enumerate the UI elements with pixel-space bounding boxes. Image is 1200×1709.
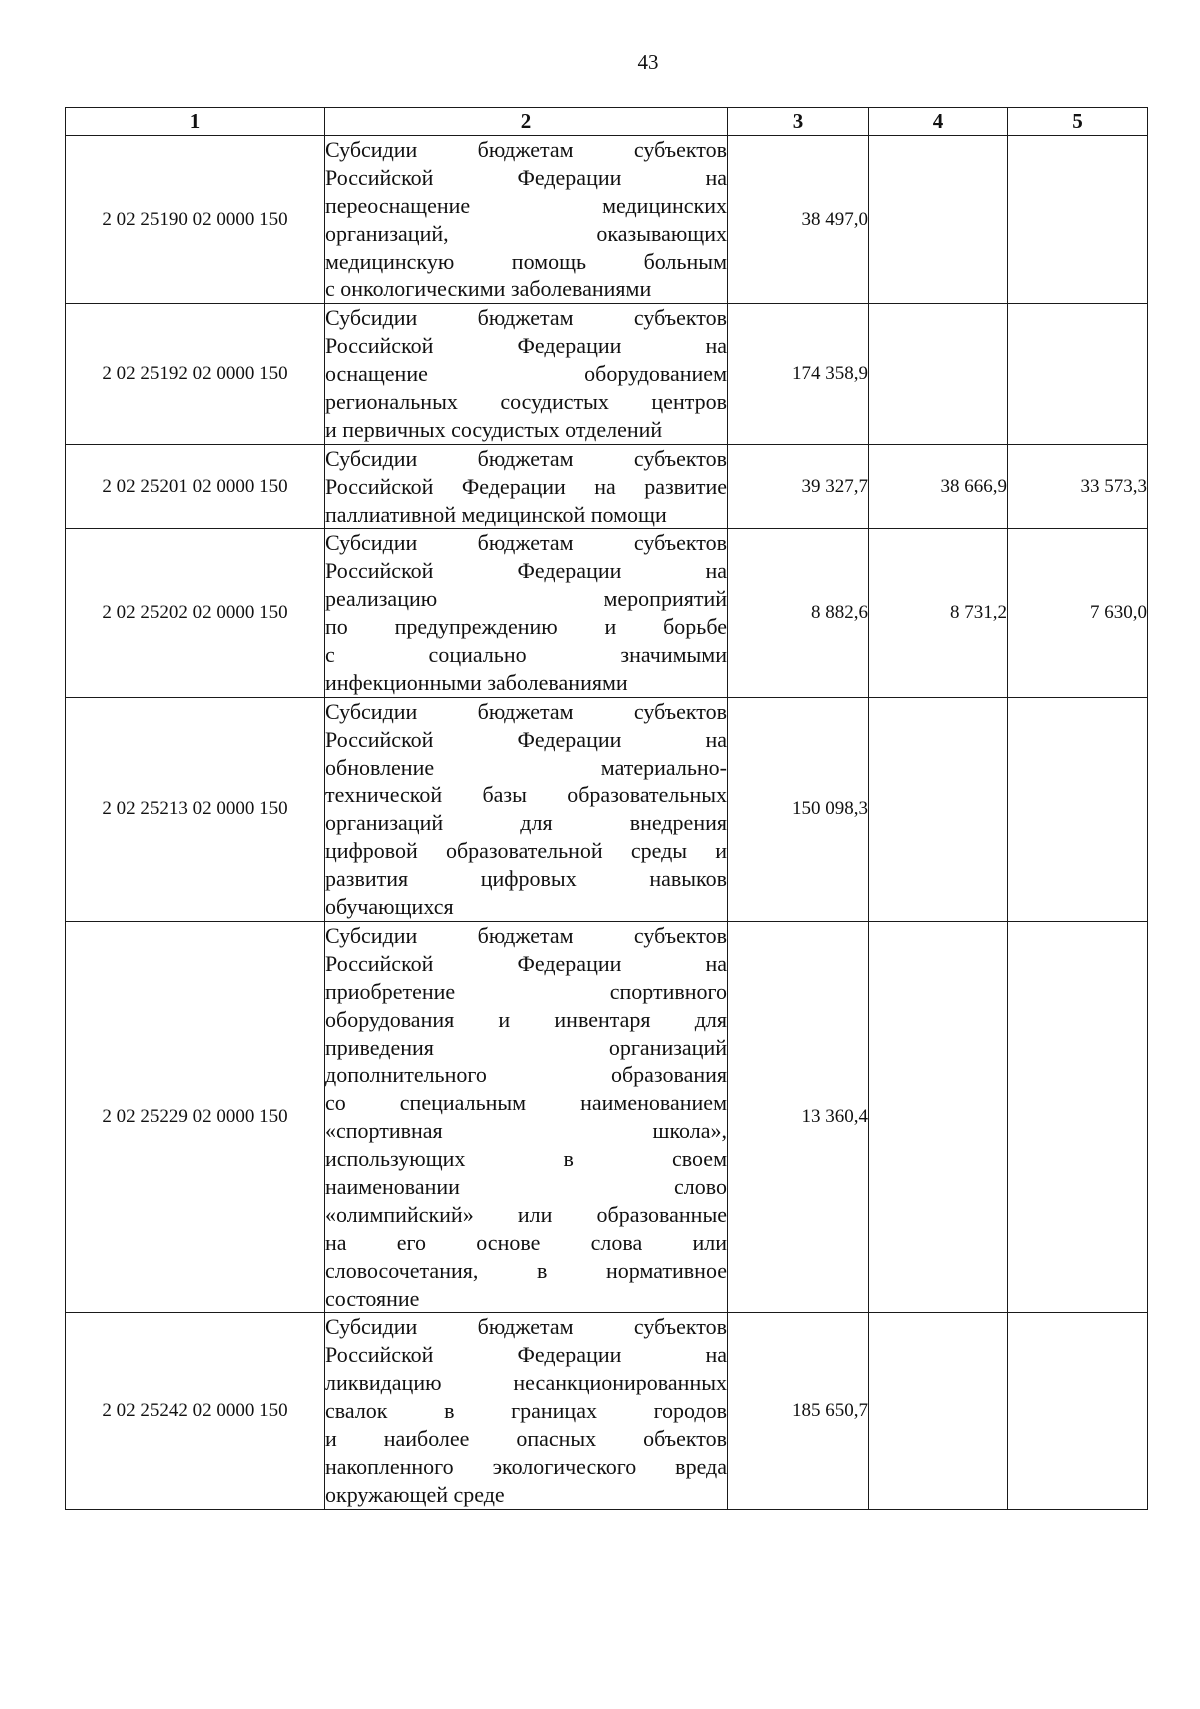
description-line: Российской Федерации на bbox=[325, 950, 727, 976]
amount-cell-col4 bbox=[869, 136, 1008, 304]
description-line: состояние bbox=[325, 1285, 420, 1311]
budget-code-cell: 2 02 25190 02 0000 150 bbox=[66, 136, 325, 304]
header-row bbox=[66, 108, 1148, 136]
header-col-2: 2 bbox=[325, 108, 728, 136]
amount-cell-col4: 38 666,9 bbox=[869, 444, 1008, 529]
description-line: Субсидии бюджетам субъектов bbox=[325, 1314, 727, 1340]
amount-cell-col4 bbox=[869, 1313, 1008, 1509]
description-line: Российской Федерации на bbox=[325, 164, 727, 190]
description-cell bbox=[325, 136, 728, 304]
description-line: по предупреждению и борьбе bbox=[325, 614, 727, 640]
description-line: реализацию мероприятий bbox=[325, 586, 727, 612]
description-line: инфекционными заболеваниями bbox=[325, 669, 628, 695]
budget-code-cell: 2 02 25202 02 0000 150 bbox=[66, 529, 325, 697]
description-line: ликвидацию несанкционированных bbox=[325, 1370, 727, 1396]
description-line: обучающихся bbox=[325, 894, 454, 920]
description-line: и первичных сосудистых отделений bbox=[325, 416, 663, 442]
header-col-4: 4 bbox=[869, 108, 1008, 136]
budget-code-cell: 2 02 25242 02 0000 150 bbox=[66, 1313, 325, 1509]
amount-cell-col3: 39 327,7 bbox=[728, 444, 869, 529]
description-line: региональных сосудистых центров bbox=[325, 389, 727, 415]
header-col-3: 3 bbox=[728, 108, 869, 136]
description-line: со специальным наименованием bbox=[325, 1090, 727, 1116]
description-line: Субсидии бюджетам субъектов bbox=[325, 305, 727, 331]
description-line: окружающей среде bbox=[325, 1481, 505, 1507]
amount-cell-col4 bbox=[869, 921, 1008, 1312]
amount-cell-col5 bbox=[1008, 697, 1148, 921]
description-line: приобретение спортивного bbox=[325, 978, 727, 1004]
amount-cell-col4 bbox=[869, 697, 1008, 921]
description-line: Российской Федерации на bbox=[325, 333, 727, 359]
amount-cell-col3: 150 098,3 bbox=[728, 697, 869, 921]
amount-cell-col4: 8 731,2 bbox=[869, 529, 1008, 697]
table-row bbox=[66, 304, 1148, 444]
description-line: с социально значимыми bbox=[325, 642, 727, 668]
header-col-5: 5 bbox=[1008, 108, 1148, 136]
amount-cell-col3: 185 650,7 bbox=[728, 1313, 869, 1509]
table-row bbox=[66, 136, 1148, 304]
description-line: технической базы образовательных bbox=[325, 782, 727, 808]
description-line: дополнительного образования bbox=[325, 1062, 727, 1088]
description-line: использующих в своем bbox=[325, 1146, 727, 1172]
description-line: цифровой образовательной среды и bbox=[325, 838, 727, 864]
amount-cell-col5: 33 573,3 bbox=[1008, 444, 1148, 529]
description-line: Российской Федерации на bbox=[325, 1342, 727, 1368]
description-cell bbox=[325, 444, 728, 529]
table-row bbox=[66, 697, 1148, 921]
description-line: словосочетания, в нормативное bbox=[325, 1257, 727, 1283]
description-line: организаций для внедрения bbox=[325, 810, 727, 836]
budget-code-cell: 2 02 25192 02 0000 150 bbox=[66, 304, 325, 444]
amount-cell-col3: 38 497,0 bbox=[728, 136, 869, 304]
description-line: Субсидии бюджетам субъектов bbox=[325, 698, 727, 724]
description-line: развития цифровых навыков bbox=[325, 866, 727, 892]
amount-cell-col3: 13 360,4 bbox=[728, 921, 869, 1312]
description-cell bbox=[325, 304, 728, 444]
header-col-1: 1 bbox=[66, 108, 325, 136]
description-line: Субсидии бюджетам субъектов bbox=[325, 530, 727, 556]
description-line: Субсидии бюджетам субъектов bbox=[325, 137, 727, 162]
description-line: организаций, оказывающих bbox=[325, 220, 727, 246]
description-line: накопленного экологического вреда bbox=[325, 1453, 727, 1479]
amount-cell-col3: 8 882,6 bbox=[728, 529, 869, 697]
amount-cell-col5 bbox=[1008, 921, 1148, 1312]
description-line: медицинскую помощь больным bbox=[325, 248, 727, 274]
budget-code-cell: 2 02 25201 02 0000 150 bbox=[66, 444, 325, 529]
description-line: обновление материально- bbox=[325, 754, 727, 780]
amount-cell-col5: 7 630,0 bbox=[1008, 529, 1148, 697]
description-cell bbox=[325, 529, 728, 697]
description-line: с онкологическими заболеваниями bbox=[325, 276, 652, 302]
description-line: «спортивная школа», bbox=[325, 1118, 727, 1144]
description-line: оснащение оборудованием bbox=[325, 361, 727, 387]
description-line: Российской Федерации на bbox=[325, 726, 727, 752]
budget-code-cell: 2 02 25213 02 0000 150 bbox=[66, 697, 325, 921]
table-row bbox=[66, 921, 1148, 1312]
description-cell bbox=[325, 697, 728, 921]
description-line: оборудования и инвентаря для bbox=[325, 1006, 727, 1032]
description-line: паллиативной медицинской помощи bbox=[325, 501, 667, 527]
amount-cell-col5 bbox=[1008, 1313, 1148, 1509]
table-row bbox=[66, 444, 1148, 529]
table-body bbox=[66, 136, 1148, 1510]
description-line: Субсидии бюджетам субъектов bbox=[325, 445, 727, 471]
amount-cell-col3: 174 358,9 bbox=[728, 304, 869, 444]
description-line: переоснащение медицинских bbox=[325, 192, 727, 218]
table-row bbox=[66, 529, 1148, 697]
description-line: Субсидии бюджетам субъектов bbox=[325, 922, 727, 948]
page-number: 43 bbox=[637, 50, 659, 74]
amount-cell-col4 bbox=[869, 304, 1008, 444]
description-line: наименовании слово bbox=[325, 1173, 727, 1199]
table-row bbox=[66, 1313, 1148, 1509]
budget-table bbox=[65, 107, 1148, 1510]
description-cell bbox=[325, 921, 728, 1312]
description-line: на его основе слова или bbox=[325, 1229, 727, 1255]
description-line: свалок в границах городов bbox=[325, 1398, 727, 1424]
amount-cell-col5 bbox=[1008, 304, 1148, 444]
description-line: приведения организаций bbox=[325, 1034, 727, 1060]
description-line: Российской Федерации на развитие bbox=[325, 473, 727, 499]
description-cell bbox=[325, 1313, 728, 1509]
amount-cell-col5 bbox=[1008, 136, 1148, 304]
description-line: «олимпийский» или образованные bbox=[325, 1201, 727, 1227]
description-line: и наиболее опасных объектов bbox=[325, 1425, 727, 1451]
description-line: Российской Федерации на bbox=[325, 558, 727, 584]
budget-code-cell: 2 02 25229 02 0000 150 bbox=[66, 921, 325, 1312]
